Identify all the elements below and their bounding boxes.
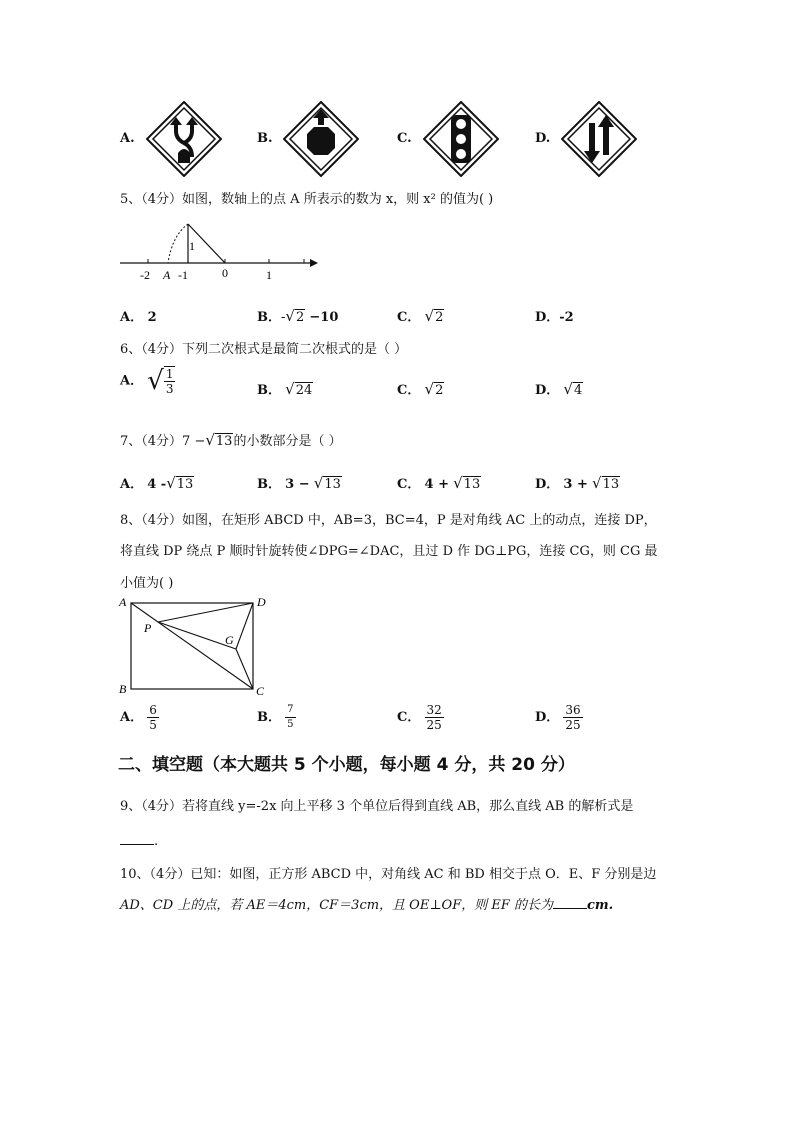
q6-option-d-label: D． bbox=[535, 383, 560, 398]
section-2-heading: 二、填空题（本大题共 5 个小题，每小题 4 分，共 20 分） bbox=[118, 755, 575, 775]
q9-answer-line bbox=[120, 832, 158, 849]
q6-option-b-radicand: 24 bbox=[295, 383, 313, 398]
q4-option-a-label: A. bbox=[120, 131, 135, 146]
point-g-label: G bbox=[225, 633, 234, 647]
two-way-traffic-sign-icon bbox=[561, 101, 637, 177]
compass-arc bbox=[168, 224, 188, 263]
q8-option-a-denominator: 5 bbox=[149, 718, 157, 732]
point-p-label: P bbox=[144, 621, 152, 635]
q7-stem-suffix: 的小数部分是（ ） bbox=[233, 434, 342, 449]
q7-option-a-prefix: 4 - bbox=[147, 477, 167, 492]
vertex-a-label: A bbox=[119, 595, 127, 609]
q8-stem-line-1: 8、（4分）如图，在矩形 ABCD 中，AB=3，BC=4，P 是对角线 AC 上的动点，连接 DP， bbox=[120, 513, 657, 528]
vertex-c-label: C bbox=[256, 684, 265, 698]
height-label: 1 bbox=[189, 239, 195, 253]
q8-option-a bbox=[120, 703, 159, 732]
q6-option-c: C． √2 bbox=[397, 380, 444, 398]
q8-option-a-label: A． bbox=[120, 710, 144, 725]
q6-option-b: B． √24 bbox=[257, 380, 313, 398]
q5-option-d bbox=[535, 306, 574, 325]
q8-option-a-numerator: 6 bbox=[149, 703, 157, 717]
q10-stem-line-2 bbox=[120, 894, 613, 913]
q10-unit: cm. bbox=[587, 898, 614, 913]
q7-option-b: B． 3 − √13 bbox=[257, 474, 341, 492]
q7-option-b-prefix: 3 − bbox=[285, 477, 310, 492]
q8-option-c bbox=[397, 703, 444, 732]
q7-option-d-prefix: 3 + bbox=[563, 477, 588, 492]
q8-option-c-numerator: 32 bbox=[426, 703, 442, 717]
q7-option-c-radicand: 13 bbox=[463, 477, 481, 492]
q5-option-a bbox=[120, 306, 157, 325]
q5-option-b-suffix: −10 bbox=[309, 310, 339, 325]
q7-option-c-prefix: 4 + bbox=[424, 477, 449, 492]
q6-option-a-denominator: 3 bbox=[165, 382, 174, 396]
vertex-b-label: B bbox=[119, 682, 127, 696]
q6-option-a: A． √ $\frac{1}{3}$ bbox=[120, 366, 174, 396]
q7-stem: 7、（4分）7 −√13的小数部分是（ ） bbox=[120, 431, 342, 449]
q9-answer-blank[interactable] bbox=[120, 832, 154, 845]
segment-dg bbox=[236, 603, 253, 649]
q5-number-line-figure bbox=[118, 220, 328, 282]
tick-label-minus-1: -1 bbox=[178, 268, 188, 282]
number-line-arrow bbox=[310, 259, 318, 267]
q7-option-d: D． 3 + √13 bbox=[535, 474, 620, 492]
q6-option-d-radicand: 4 bbox=[573, 383, 583, 398]
q8-option-b-numerator: 7 bbox=[285, 703, 295, 718]
q7-option-d-radicand: 13 bbox=[602, 477, 620, 492]
q8-option-d-label: D． bbox=[535, 710, 560, 725]
q6-stem: 6、（4分）下列二次根式是最简二次根式的是（ ） bbox=[120, 342, 408, 357]
q4-option-d-label: D. bbox=[535, 131, 551, 146]
q8-option-b-denominator: 5 bbox=[287, 719, 294, 730]
q7-stem-prefix: 7、（4分）7 − bbox=[120, 434, 206, 449]
q7-option-a-radicand: 13 bbox=[176, 477, 194, 492]
q6-option-b-label: B． bbox=[257, 383, 281, 398]
q6-option-d: D． √4 bbox=[535, 380, 583, 398]
q4-option-b-label: B. bbox=[257, 131, 273, 146]
q6-option-a-label: A． bbox=[120, 373, 144, 389]
q5-option-a-label: A． bbox=[120, 310, 144, 325]
q7-option-a-label: A． bbox=[120, 477, 144, 492]
q7-option-b-label: B． bbox=[257, 477, 281, 492]
q8-stem-line-3: 小值为( ) bbox=[120, 576, 174, 591]
q5-option-b-label: B． bbox=[257, 310, 281, 325]
q8-rectangle-figure bbox=[116, 592, 276, 700]
q4-option-c-label: C. bbox=[397, 131, 412, 146]
q7-option-d-label: D． bbox=[535, 477, 560, 492]
q8-option-b bbox=[257, 703, 296, 732]
q5-option-a-value: 2 bbox=[147, 310, 157, 325]
q7-option-a: A． 4 -√13 bbox=[120, 474, 194, 492]
q9-end-mark: . bbox=[154, 834, 159, 849]
q5-option-c-radicand: 2 bbox=[435, 310, 444, 325]
point-a-label: A bbox=[163, 268, 171, 282]
q8-stem-line-2: 将直线 DP 绕点 P 顺时针旋转使∠DPG=∠DAC，且过 D 作 DG⊥PG，连接 CG，则 CG 最 bbox=[120, 544, 658, 559]
q5-option-b-prefix: - bbox=[281, 310, 286, 325]
diagonal-ac bbox=[131, 603, 253, 689]
q8-option-d-denominator: 25 bbox=[565, 718, 581, 732]
tick-label-1: 1 bbox=[266, 268, 272, 282]
q10-answer-blank[interactable] bbox=[553, 896, 587, 909]
q8-option-c-denominator: 25 bbox=[426, 718, 442, 732]
q7-option-c-label: C． bbox=[397, 477, 421, 492]
q8-option-d bbox=[535, 703, 583, 732]
stop-ahead-sign-icon bbox=[283, 101, 359, 177]
q6-option-c-label: C． bbox=[397, 383, 421, 398]
segment-pd bbox=[158, 603, 253, 622]
q10-stem-line-2-text: AD、CD 上的点，若 AE＝4cm，CF＝3cm，且 OE⊥OF，则 EF 的长为 bbox=[120, 898, 554, 913]
q6-option-c-radicand: 2 bbox=[435, 383, 444, 398]
q5-option-b: B．-√2 −10 bbox=[257, 307, 339, 325]
q7-option-c: C． 4 + √13 bbox=[397, 474, 481, 492]
q9-stem: 9、（4分）若将直线 y=-2x 向上平移 3 个单位后得到直线 AB，那么直线 AB 的解析式是 bbox=[120, 799, 634, 814]
q8-option-b-label: B． bbox=[257, 710, 281, 725]
q5-option-d-label: D． bbox=[535, 310, 560, 325]
q6-option-a-numerator: 1 bbox=[165, 367, 174, 381]
vertex-d-label: D bbox=[257, 595, 266, 609]
q7-option-b-radicand: 13 bbox=[324, 477, 341, 492]
q5-option-b-radicand: 2 bbox=[295, 310, 305, 325]
q7-stem-radicand: 13 bbox=[215, 434, 233, 449]
tick-label-minus-2: -2 bbox=[140, 268, 150, 282]
tick-label-0: 0 bbox=[222, 266, 228, 280]
road-split-sign-icon bbox=[146, 101, 222, 177]
q8-option-c-label: C． bbox=[397, 710, 421, 725]
q5-option-c-label: C． bbox=[397, 310, 421, 325]
traffic-light-sign-icon bbox=[423, 101, 499, 177]
q5-option-c: C． √2 bbox=[397, 307, 444, 325]
q5-stem: 5、（4分）如图，数轴上的点 A 所表示的数为 x，则 x² 的值为( ) bbox=[120, 192, 494, 207]
q10-stem-line-1: 10、（4分）已知：如图，正方形 ABCD 中，对角线 AC 和 BD 相交于点 O．E、F 分别是边 bbox=[120, 867, 657, 882]
q8-option-d-numerator: 36 bbox=[565, 703, 581, 717]
q5-option-d-value: -2 bbox=[559, 310, 574, 325]
